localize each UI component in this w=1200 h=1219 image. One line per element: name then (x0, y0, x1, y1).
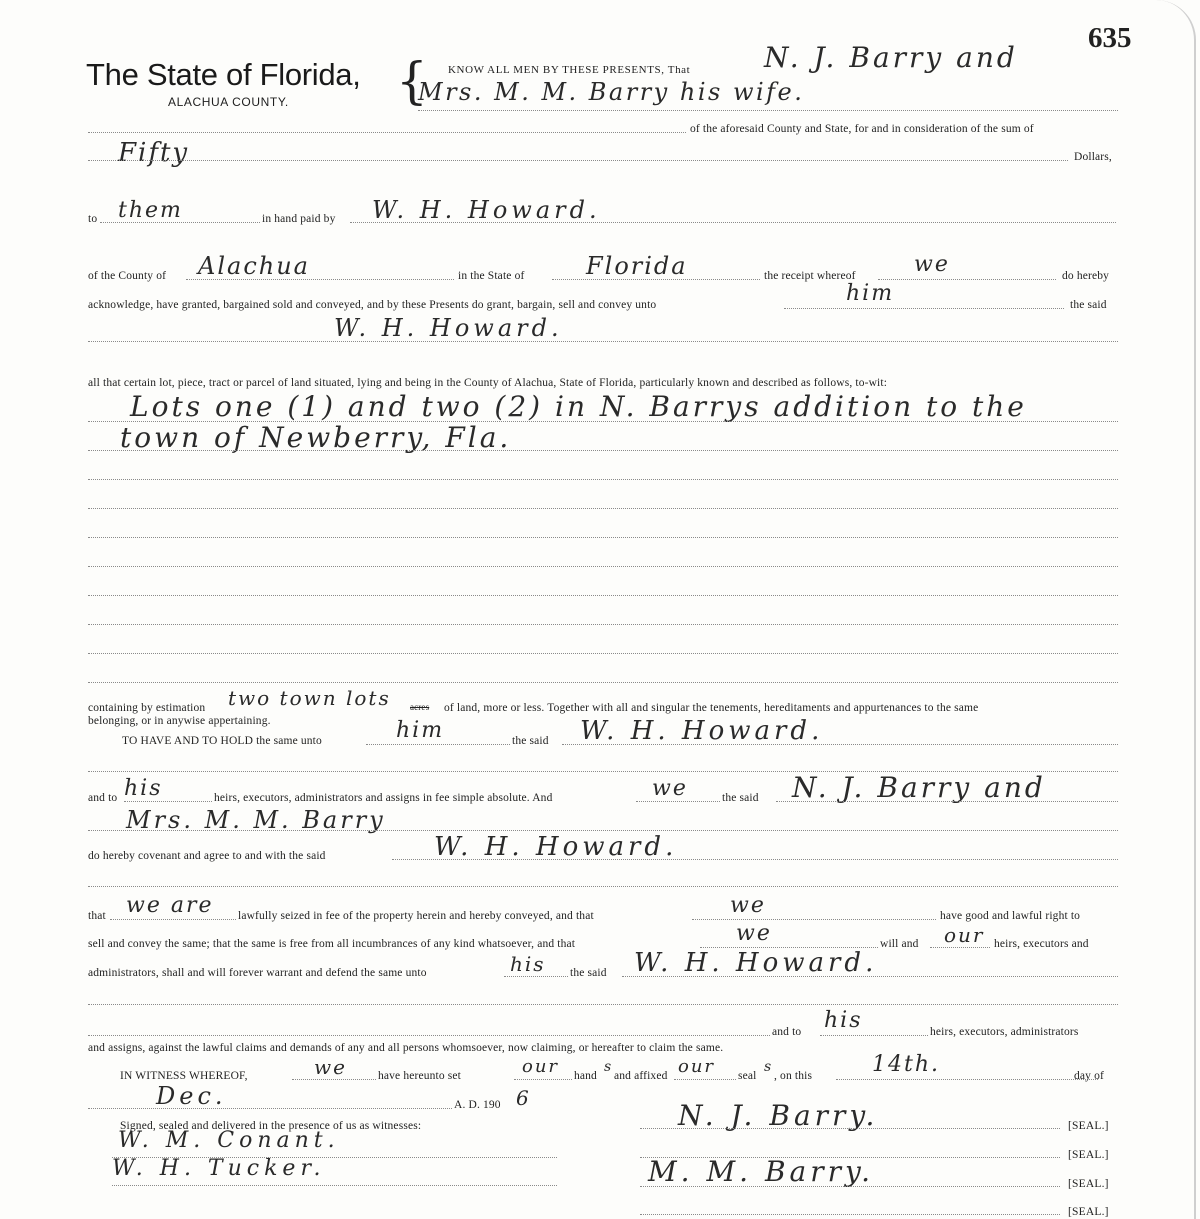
description-line1: Lots one (1) and two (2) in N. Barrys addition to the (130, 390, 1027, 423)
witness-1: W. M. Conant. (118, 1128, 340, 1153)
paid-by: W. H. Howard. (372, 196, 601, 224)
rule (292, 1079, 376, 1080)
signed-sealed-text: Signed, sealed and delivered in the presence of us as witnesses: (120, 1120, 422, 1132)
all-that-text: all that certain lot, piece, tract or parcel of land situated, lying and being in the County of Alachua, State of Florida, particularly known and described as follows, to-wit: (88, 377, 888, 389)
rule (88, 160, 1068, 161)
containing-text: containing by estimation (88, 702, 206, 714)
rule (100, 222, 260, 223)
seal-s: s (764, 1059, 774, 1075)
rule (88, 624, 1118, 625)
receipt-whereof-text: the receipt whereof (764, 270, 856, 282)
defend-said: W. H. Howard. (634, 948, 878, 978)
in-witness-text: IN WITNESS WHEREOF, (120, 1070, 248, 1082)
preamble: KNOW ALL MEN BY THESE PRESENTS, That (448, 64, 691, 76)
seal-label: [SEAL.] (1068, 1149, 1109, 1161)
heirs-exec-admin-text: heirs, executors, administrators (930, 1026, 1079, 1038)
county-of: Alachua (198, 252, 310, 280)
have-hereunto-text: have hereunto set (378, 1070, 462, 1082)
rule (930, 947, 990, 948)
rule (366, 744, 510, 745)
unto-his: his (510, 952, 546, 976)
rule (112, 1185, 557, 1186)
rule (88, 450, 1118, 451)
rule (88, 653, 1118, 654)
rule (110, 919, 236, 920)
and-that-we: we (736, 921, 772, 946)
year-digit: 6 (516, 1086, 531, 1110)
state-of: Florida (586, 252, 688, 280)
rule (88, 682, 1118, 683)
affixed-our: our (678, 1056, 716, 1077)
aforesaid-text: of the aforesaid County and State, for and in consideration of the sum of (690, 123, 1034, 135)
rule (820, 1035, 928, 1036)
do-hereby-cov-text: do hereby covenant and agree to and with the said (88, 850, 326, 862)
witness-2: W. H. Tucker. (112, 1156, 326, 1181)
rule (836, 1079, 1098, 1080)
rule (640, 1186, 1060, 1187)
and-to-2-text: and to (772, 1026, 802, 1038)
rule (124, 801, 212, 802)
acknowledge-text: acknowledge, have granted, bargained sold and conveyed, and by these Presents do grant, bargain, sell and convey unto (88, 299, 657, 311)
and-to-his: his (824, 1008, 863, 1033)
description-line2: town of Newberry, Fla. (120, 421, 512, 454)
hand-s: s (604, 1059, 614, 1075)
and-assigns-text: and assigns, against the lawful claims and demands of any and all persons whomsoever, now claiming, or hereafter to claim the same. (88, 1042, 724, 1054)
and-to-text: and to (88, 792, 118, 804)
rule (784, 308, 1064, 309)
that-we-are: we are (126, 893, 214, 918)
rule (88, 341, 1118, 342)
rule (674, 1079, 736, 1080)
of-land-text: of land, more or less. Together with all and singular the tenements, hereditaments and appurtenances to the same (444, 702, 979, 714)
rule (692, 919, 936, 920)
administrators-text: administrators, shall and will forever warrant and defend the same unto (88, 967, 427, 979)
to-have-text: TO HAVE AND TO HOLD the same unto (122, 735, 322, 747)
rule (878, 279, 1056, 280)
rule (88, 1035, 770, 1036)
rule (640, 1128, 1060, 1129)
said-grantors-2: Mrs. M. M. Barry (126, 806, 386, 834)
county-label: ALACHUA COUNTY. (168, 95, 289, 109)
rule (640, 1214, 1060, 1215)
have-good-text: have good and lawful right to (940, 910, 1081, 922)
in-hand-paid-by: in hand paid by (262, 213, 336, 225)
rule (552, 279, 760, 280)
of-county-text: of the County of (88, 270, 167, 282)
state-title: The State of Florida, (86, 57, 361, 92)
paid-to: them (118, 198, 183, 223)
day-of-text: day of (1074, 1070, 1104, 1082)
rule (88, 508, 1118, 509)
and-we: we (652, 776, 688, 801)
seal-label: [SEAL.] (1068, 1178, 1109, 1190)
rule (622, 976, 1118, 977)
grantors-line2: Mrs. M. M. Barry his wife. (418, 78, 805, 106)
rule (392, 859, 1118, 860)
signature-2: M. M. Barry. (648, 1155, 874, 1188)
sell-convey-text: sell and convey the same; that the same is free from all incumbrances of any kind whatsoever, and that (88, 938, 576, 950)
rule (350, 222, 1116, 223)
the-said-text: the said (1070, 299, 1107, 311)
brace-glyph: { (396, 52, 428, 110)
page-number: 635 (1088, 22, 1132, 54)
in-state-of-text: in the State of (458, 270, 525, 282)
heirs-exec-text: heirs, executors, administrators and assigns in fee simple absolute. And (214, 792, 553, 804)
whereof-we: we (314, 1055, 347, 1079)
set-our: our (522, 1056, 560, 1077)
convey-unto: him (846, 281, 895, 306)
and-affixed-text: and affixed (614, 1070, 668, 1082)
heirs-of: his (124, 776, 163, 801)
rule (88, 1108, 452, 1109)
rule (562, 744, 1118, 745)
grantee: W. H. Howard. (334, 314, 563, 342)
rule (88, 479, 1118, 480)
rule (636, 801, 720, 802)
month: Dec. (156, 1082, 227, 1110)
will-and-text: will and (880, 938, 919, 950)
receipt-whereof-value: we (914, 252, 950, 277)
lawfully-text: lawfully seized in fee of the property herein and hereby conveyed, and that (238, 910, 594, 922)
rule (504, 976, 568, 977)
that-text: that (88, 910, 106, 922)
belonging-text: belonging, or in anywise appertaining. (88, 715, 271, 727)
hold-unto: him (396, 718, 445, 743)
seal-label: [SEAL.] (1068, 1206, 1109, 1218)
amount: Fifty (118, 138, 190, 168)
that-we: we (730, 893, 766, 918)
seal-label: [SEAL.] (1068, 1120, 1109, 1132)
signature-1: N. J. Barry. (678, 1099, 879, 1132)
hold-said: W. H. Howard. (580, 716, 824, 746)
rule (88, 595, 1118, 596)
grantors-line1: N. J. Barry and (764, 41, 1018, 74)
the-said-2-text: the said (512, 735, 549, 747)
estimation: two town lots (228, 686, 391, 710)
ad-text: A. D. 190 (454, 1099, 501, 1111)
do-hereby-text: do hereby (1062, 270, 1110, 282)
rule (88, 537, 1118, 538)
rule (88, 132, 686, 133)
to-text: to (88, 213, 98, 225)
rule (418, 110, 1118, 111)
rule (88, 830, 1118, 831)
the-said-4-text: the said (570, 967, 607, 979)
rule (776, 801, 1118, 802)
rule (88, 1004, 1118, 1005)
on-this-text: , on this (774, 1070, 813, 1082)
rule (88, 566, 1118, 567)
said-grantors-1: N. J. Barry and (792, 771, 1046, 804)
heirs-exec-and-text: heirs, executors and (994, 938, 1089, 950)
the-said-3-text: the said (722, 792, 759, 804)
acres-struck: acres (410, 702, 430, 712)
dollars-text: Dollars, (1074, 151, 1112, 163)
rule (186, 279, 454, 280)
hand-text: hand (574, 1070, 597, 1082)
our-heirs: our (944, 923, 985, 947)
day: 14th. (872, 1052, 940, 1077)
covenant-with: W. H. Howard. (434, 832, 678, 862)
rule (514, 1079, 572, 1080)
seal-text: seal (738, 1070, 757, 1082)
rule (88, 886, 1118, 887)
